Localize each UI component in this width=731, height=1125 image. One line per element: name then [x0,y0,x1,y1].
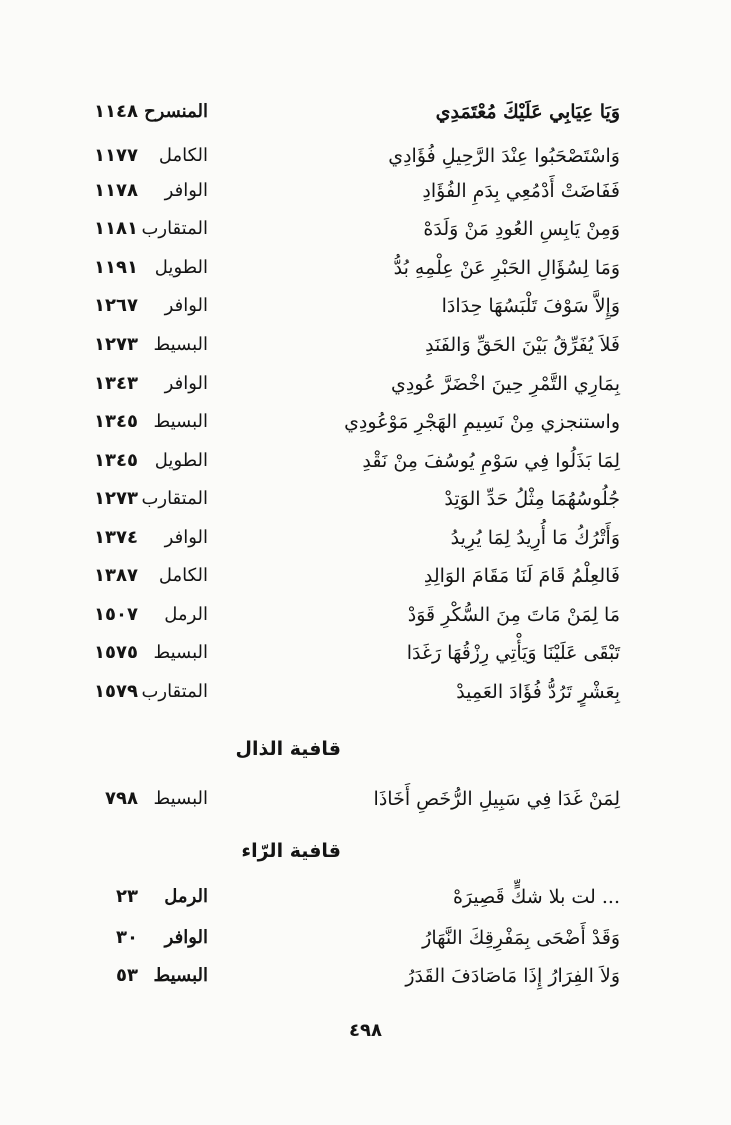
meter-name: البسيط [153,642,208,663]
page-reference: ٧٩٨ [105,788,138,809]
meter-name: الرمل [164,604,208,625]
meter-name: البسيط [153,334,208,355]
meter-name: الكامل [158,565,208,586]
section-heading-dhal: قافية الذال [235,738,341,760]
verse-text: فَالعِلْمُ قَامَ لَنَا مَقَامَ الوَالِدِ [423,565,620,587]
page-reference: ٣٠ [116,927,138,948]
page-reference: ١١٧٨ [94,180,138,201]
index-row [40,598,620,632]
meter-name: الوافر [164,527,208,548]
page-reference: ١٢٦٧ [94,295,138,316]
index-row [40,328,620,362]
index-row [40,95,620,129]
verse-text: جُلُوسُهُمَا مِثْلُ حَدِّ الوَتِدْ [444,488,620,510]
index-row [40,782,620,816]
index-row [40,482,620,516]
verse-text: ... لت بلا شكٍّ قَصِيرَهْ [452,886,620,908]
verse-text: فَفَاضَتْ أَدْمُعِي بِدَمِ الفُؤَادِ [422,180,620,202]
index-row [40,212,620,246]
meter-name: المنسرح [144,101,208,122]
page-reference: ١٢٧٣ [94,488,138,509]
index-row [40,675,620,709]
meter-name: الرمل [164,886,208,907]
meter-name: الطويل [154,257,208,278]
index-row [40,559,620,593]
index-row [40,367,620,401]
verse-text: بِعَشْرٍ تَرُدُّ فُؤَادَ العَمِيدْ [456,681,620,703]
page-reference: ١٣٨٧ [94,565,138,586]
index-row [40,444,620,478]
verse-text: لِمَنْ غَدَا فِي سَبِيلِ الرُّخَصِ أَخَاذَا [373,788,620,810]
page-reference: ١١٨١ [94,218,138,239]
meter-name: الوافر [164,373,208,394]
index-row [40,174,620,208]
page-reference: ١١٤٨ [94,101,138,122]
page-reference: ١٣٤٥ [94,411,138,432]
meter-name: البسيط [153,411,208,432]
page-reference: ٥٣ [116,965,138,986]
verse-text: وَيَا عِيَابِي عَلَيْكَ مُعْتَمَدِي [435,101,620,123]
meter-name: الوافر [164,180,208,201]
index-row [40,405,620,439]
page-reference: ١٣٤٥ [94,450,138,471]
page-reference: ١٣٤٣ [94,373,138,394]
page-reference: ١١٩١ [94,257,138,278]
page-number: ٤٩٨ [349,1020,382,1041]
meter-name: البسيط [153,788,208,809]
verse-text: وَلاَ الفِرَارُ إِذَا مَاصَادَفَ القَدَرُ [405,965,620,987]
verse-text: تَبْقَى عَلَيْنَا وَيَأْتِي رِزْقُهَا رَغَدَا [406,642,620,664]
verse-text: وَإِلاَّ سَوْفَ تَلْبَسُهَا حِدَادَا [441,295,620,317]
index-row [40,636,620,670]
index-row [40,251,620,285]
meter-name: المتقارب [141,488,208,509]
meter-name: الوافر [164,295,208,316]
verse-text: وَمَا لِسُؤَالِ الحَبْرِ عَنْ عِلْمِهِ بُدُّ [393,257,620,279]
verse-text: بِمَارِي التَّمْرِ حِينَ اخْضَرَّ عُودِي [391,373,620,395]
index-row [40,921,620,955]
verse-text: واستنجزي مِنْ نَسِيمِ الهَجْرِ مَوْعُودِي [344,411,620,433]
index-row [40,521,620,555]
verse-text: وَاسْتَصْحَبُوا عِنْدَ الرَّحِيلِ فُؤَادِي [388,145,620,167]
verse-text: وَقَدْ أَضْحَى بِمَفْرِقِكَ النَّهَارُ [422,927,620,949]
index-row [40,880,620,914]
verse-text: مَا لِمَنْ مَاتَ مِنَ السُّكْرِ قَوَدْ [407,604,620,626]
index-row [40,289,620,323]
page-reference: ١١٧٧ [94,145,138,166]
index-row [40,139,620,173]
verse-text: وَمِنْ يَابِسِ العُودِ مَنْ وَلَدَهْ [423,218,620,240]
meter-name: الوافر [164,927,208,948]
verse-text: لِمَا بَذَلُوا فِي سَوْمِ يُوسُفَ مِنْ نَقْدِ [362,450,620,472]
page-reference: ٢٣ [116,886,138,907]
meter-name: البسيط [153,965,208,986]
meter-name: الكامل [158,145,208,166]
page-reference: ١٥٧٥ [94,642,138,663]
index-row [40,959,620,993]
verse-text: وَأَتْرُكُ مَا أُرِيدُ لِمَا يُرِيدُ [450,527,620,549]
meter-name: المتقارب [141,681,208,702]
section-heading-ra: قافية الرّاء [241,840,341,862]
verse-text: فَلاَ يُفَرِّقُ بَيْنَ الحَقِّ وَالفَنَدِ [425,334,620,356]
meter-name: الطويل [154,450,208,471]
page-reference: ١٢٧٣ [94,334,138,355]
page-reference: ١٥٠٧ [94,604,138,625]
page-reference: ١٣٧٤ [94,527,138,548]
page-reference: ١٥٧٩ [94,681,138,702]
meter-name: المتقارب [141,218,208,239]
